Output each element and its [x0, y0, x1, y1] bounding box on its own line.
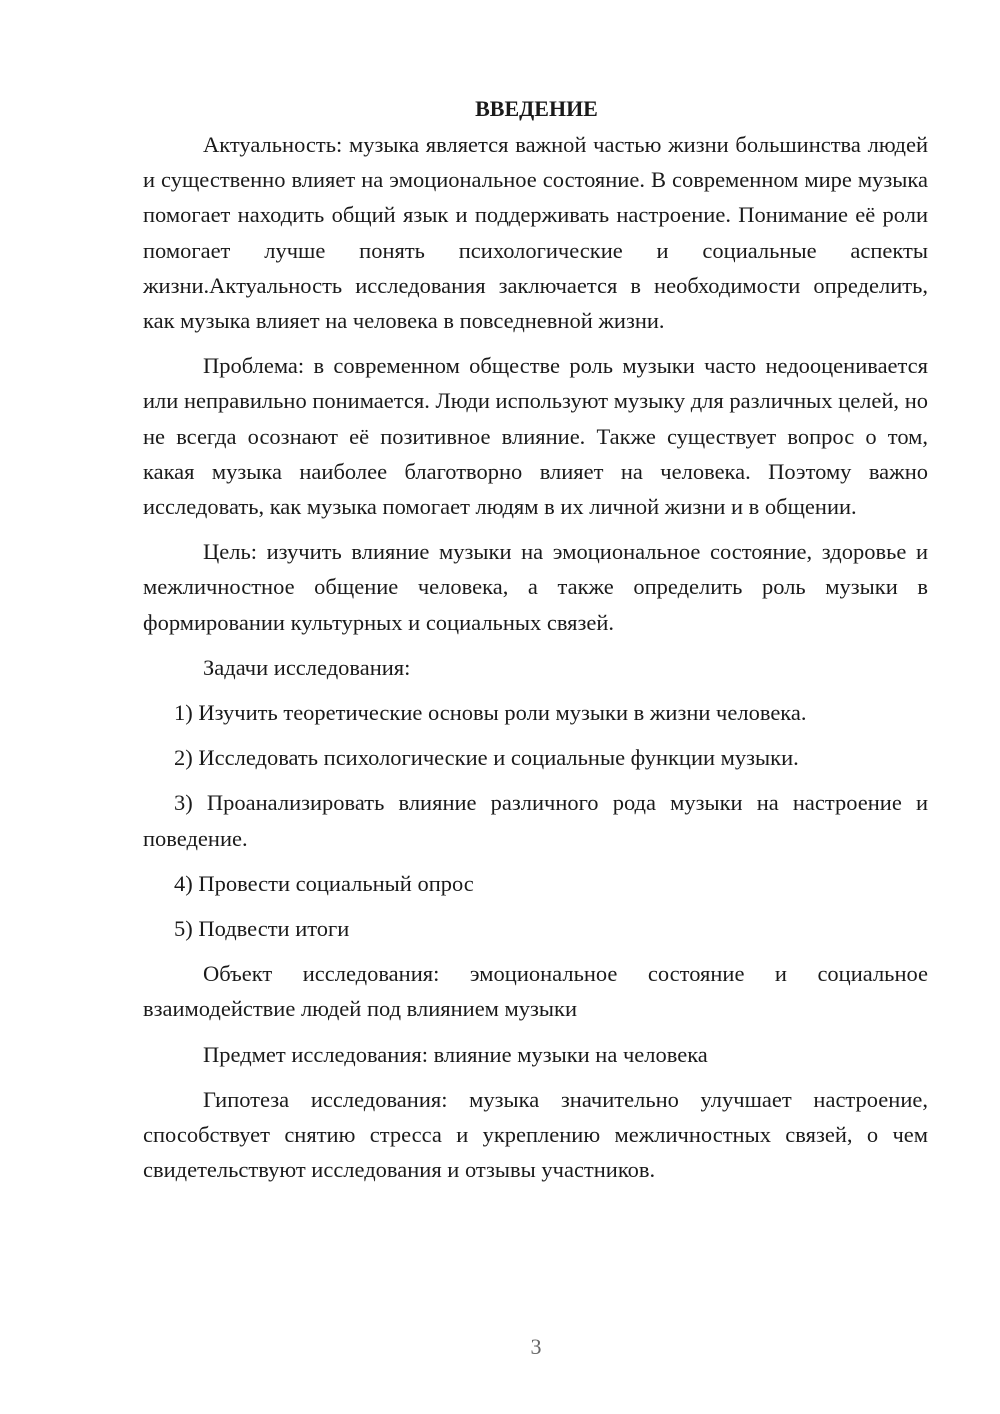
task-item: 1) Изучить теоретические основы роли музыки в жизни человека.: [174, 700, 807, 726]
task-item: 5) Подвести итоги: [174, 916, 350, 942]
task-item: 3) Проанализировать влияние различного рода музыки на настроение и поведение.: [143, 790, 928, 851]
paragraph-hypothesis: Гипотеза исследования: музыка значительно улучшает настроение, способствует снятию стресса и укреплению межличностных связей, о чем свидетельствуют исследования и отзывы участников.: [143, 1086, 928, 1183]
paragraph-object: Объект исследования: эмоциональное состояние и социальное взаимодействие людей под влиянием музыки: [143, 961, 928, 1022]
document-page: [143, 92, 928, 1187]
section-title: ВВЕДЕНИЕ: [475, 96, 598, 121]
page-number: 3: [530, 1334, 542, 1359]
paragraph-problem: Проблема: в современном обществе роль музыки часто недооценивается или неправильно понимается. Люди используют музыку для различных целей, но не всегда осознают её позитивное влияние. Также существует вопрос о том, какая музыка наиболее благотворно влияет на человека. Поэтому важно исследовать, как музыка помогает людям в их личной жизни и в общении.: [143, 353, 928, 520]
paragraph-goal: Цель: изучить влияние музыки на эмоциональное состояние, здоровье и межличностное общение человека, а также определить роль музыки в формировании культурных и социальных связей.: [143, 539, 928, 635]
task-item: 4) Провести социальный опрос: [174, 870, 474, 896]
task-item: 2) Исследовать психологические и социальные функции музыки.: [174, 745, 799, 771]
tasks-heading: Задачи исследования:: [203, 654, 411, 680]
paragraph-relevance: Актуальность: музыка является важной частью жизни большинства людей и существенно влияет на эмоциональное состояние. В современном мире музыка помогает находить общий язык и поддерживать настроение. Понимание её роли помогает лучше понять психологические и социальные аспекты жизни.Актуальность исследования заключается в необходимости определить, как музыка влияет на человека в повседневной жизни.: [143, 132, 928, 334]
paragraph-subject: Предмет исследования: влияние музыки на человека: [203, 1041, 708, 1067]
